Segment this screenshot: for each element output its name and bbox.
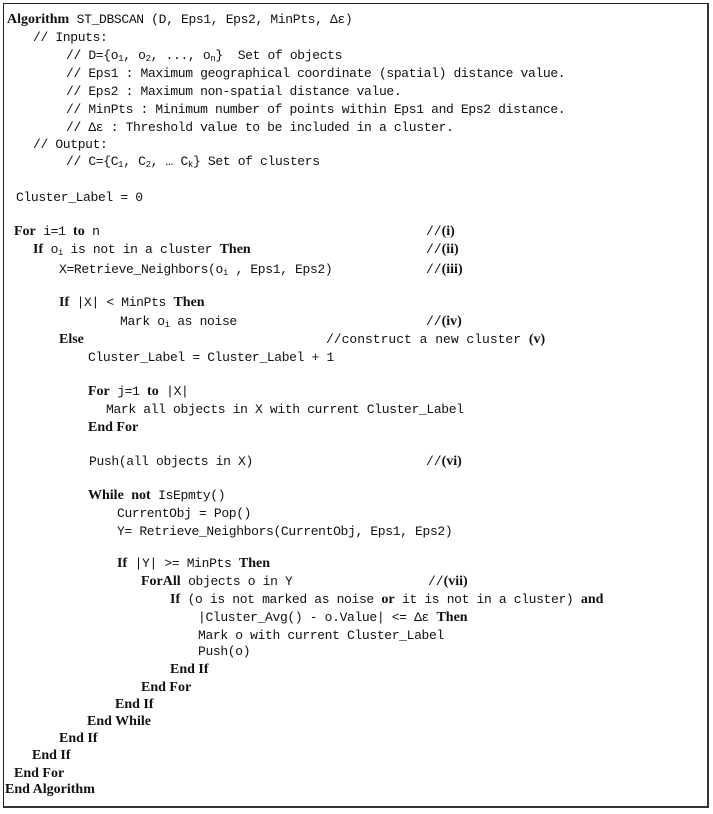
keyword-if: If <box>59 295 70 310</box>
mark-all-line: Mark all objects in X with current Cluster_Label <box>106 402 464 417</box>
input-eps2: // Eps2 : Maximum non-spatial distance value. <box>66 84 402 99</box>
output-c-text: } Set of clusters <box>192 154 320 169</box>
end-while <box>87 714 151 730</box>
code-text: (o is not marked as noise <box>180 592 382 607</box>
input-d <box>66 48 342 64</box>
end-for-j <box>88 420 138 436</box>
step-tag-vii <box>428 574 468 590</box>
step-tag-vi <box>426 454 462 470</box>
subscript: 2 <box>145 160 151 170</box>
output-c-text: , C <box>123 154 146 169</box>
input-d-text: } Set of objects <box>215 48 343 63</box>
keyword-or: or <box>381 592 395 607</box>
step-tag-v <box>326 332 545 348</box>
inputs-label: // Inputs: <box>33 30 108 45</box>
x-retrieve-line <box>59 262 332 278</box>
keyword-end-algorithm: End Algorithm <box>5 782 95 797</box>
code-text: as noise <box>169 314 237 329</box>
keyword-end-if: End If <box>115 697 154 712</box>
y-retrieve-line: Y= Retrieve_Neighbors(CurrentObj, Eps1, Eps2) <box>117 524 453 539</box>
while-line <box>88 488 225 504</box>
step-label: (iii) <box>441 262 463 277</box>
algorithm-signature: ST_DBSCAN (D, Eps1, Eps2, MinPts, Δε) <box>69 12 353 27</box>
keyword-for: For <box>88 384 110 399</box>
keyword-if: If <box>170 592 181 607</box>
keyword-end-if: End If <box>59 731 98 746</box>
code-text: , Eps1, Eps2) <box>228 262 333 277</box>
keyword-if: If <box>117 556 128 571</box>
code-text: n <box>84 224 100 239</box>
comment-prefix: // <box>426 242 442 257</box>
current-obj-line: CurrentObj = Pop() <box>117 506 252 521</box>
keyword-forall: ForAll <box>141 574 181 589</box>
step-label: (vii) <box>443 574 468 589</box>
keyword-end-for: End For <box>14 766 65 781</box>
if-x-line <box>59 295 205 311</box>
keyword-then: Then <box>238 556 271 571</box>
code-text: j=1 <box>109 384 148 399</box>
step-label: (v) <box>528 332 546 347</box>
mark-noise-line <box>120 314 237 330</box>
cluster-label-increment: Cluster_Label = Cluster_Label + 1 <box>88 350 334 365</box>
subscript: 1 <box>118 160 124 170</box>
keyword-then: Then <box>436 610 468 625</box>
comment-text: //construct a new cluster <box>326 332 529 347</box>
keyword-to: to <box>73 224 85 239</box>
step-tag-ii <box>426 242 459 258</box>
code-text: objects o in Y <box>180 574 293 589</box>
input-delta: // Δε : Threshold value to be included in a cluster. <box>66 120 454 135</box>
push-all-line: Push(all objects in X) <box>89 454 253 469</box>
input-d-text: , ..., o <box>150 48 211 63</box>
step-label: (vi) <box>441 454 462 469</box>
keyword-end-for: End For <box>88 420 139 435</box>
keyword-end-for: End For <box>141 680 192 695</box>
code-text: IsEpmty() <box>150 488 226 503</box>
end-if-oi <box>32 748 71 764</box>
comment-prefix: // <box>428 574 444 589</box>
cluster-label-init: Cluster_Label = 0 <box>16 190 143 205</box>
subscript: 1 <box>118 54 124 64</box>
else-line <box>59 332 84 348</box>
comment-prefix: // <box>426 314 442 329</box>
keyword-while: While <box>88 488 124 503</box>
for-i-line <box>14 224 100 240</box>
end-if-y <box>115 697 154 713</box>
keyword-not: not <box>131 488 151 503</box>
code-text: it is not in a cluster) <box>394 592 581 607</box>
code-text: |Cluster_Avg() - o.Value| <= Δε <box>198 610 437 625</box>
cluster-avg-line <box>198 610 468 626</box>
output-c-text: , … C <box>150 154 188 169</box>
code-text: Mark o <box>120 314 165 329</box>
keyword-then: Then <box>173 295 205 310</box>
if-o-line <box>170 592 603 608</box>
keyword-for: For <box>14 224 36 239</box>
subscript: k <box>187 160 193 170</box>
subscript: n <box>210 54 216 64</box>
step-tag-iv <box>426 314 462 330</box>
code-text: i=1 <box>35 224 74 239</box>
step-label: (i) <box>441 224 455 239</box>
output-c-text: // C={C <box>66 154 119 169</box>
keyword-end-if: End If <box>170 662 209 677</box>
end-algorithm <box>5 782 95 798</box>
code-text: |Y| >= MinPts <box>127 556 239 571</box>
code-text: o <box>43 242 59 257</box>
keyword-else: Else <box>59 332 84 347</box>
subscript: i <box>222 268 228 278</box>
output-c <box>66 154 320 170</box>
keyword-to: to <box>147 384 159 399</box>
step-label: (ii) <box>441 242 459 257</box>
output-label: // Output: <box>33 137 108 152</box>
if-oi-line <box>33 242 251 258</box>
keyword-end-if: End If <box>32 748 71 763</box>
comment-prefix: // <box>426 454 442 469</box>
comment-prefix: // <box>426 262 442 277</box>
input-d-text: , o <box>123 48 146 63</box>
push-o-line: Push(o) <box>198 644 251 659</box>
end-if-inner <box>170 662 209 678</box>
end-forall <box>141 680 191 696</box>
keyword-and: and <box>580 592 604 607</box>
code-text: |X| <box>158 384 189 399</box>
forall-line <box>141 574 292 590</box>
end-if-x <box>59 731 98 747</box>
step-tag-iii <box>426 262 463 278</box>
input-d-text: // D={o <box>66 48 119 63</box>
if-y-line <box>117 556 270 572</box>
input-eps1: // Eps1 : Maximum geographical coordinate (spatial) distance value. <box>66 66 566 81</box>
end-for-i <box>14 766 64 782</box>
code-text: is not in a cluster <box>63 242 220 257</box>
subscript: 2 <box>145 54 151 64</box>
code-text: |X| < MinPts <box>69 295 174 310</box>
subscript: i <box>164 320 170 330</box>
algorithm-keyword: Algorithm <box>7 12 70 27</box>
subscript: i <box>58 248 64 258</box>
algorithm-header <box>7 12 352 28</box>
comment-prefix: // <box>426 224 442 239</box>
keyword-then: Then <box>219 242 251 257</box>
for-j-line <box>88 384 189 400</box>
step-tag-i <box>426 224 455 240</box>
input-minpts: // MinPts : Minimum number of points within Eps1 and Eps2 distance. <box>66 102 566 117</box>
keyword-if: If <box>33 242 44 257</box>
step-label: (iv) <box>441 314 462 329</box>
code-text: X=Retrieve_Neighbors(o <box>59 262 223 277</box>
mark-o-line: Mark o with current Cluster_Label <box>198 628 444 643</box>
keyword-end-while: End While <box>87 714 151 729</box>
